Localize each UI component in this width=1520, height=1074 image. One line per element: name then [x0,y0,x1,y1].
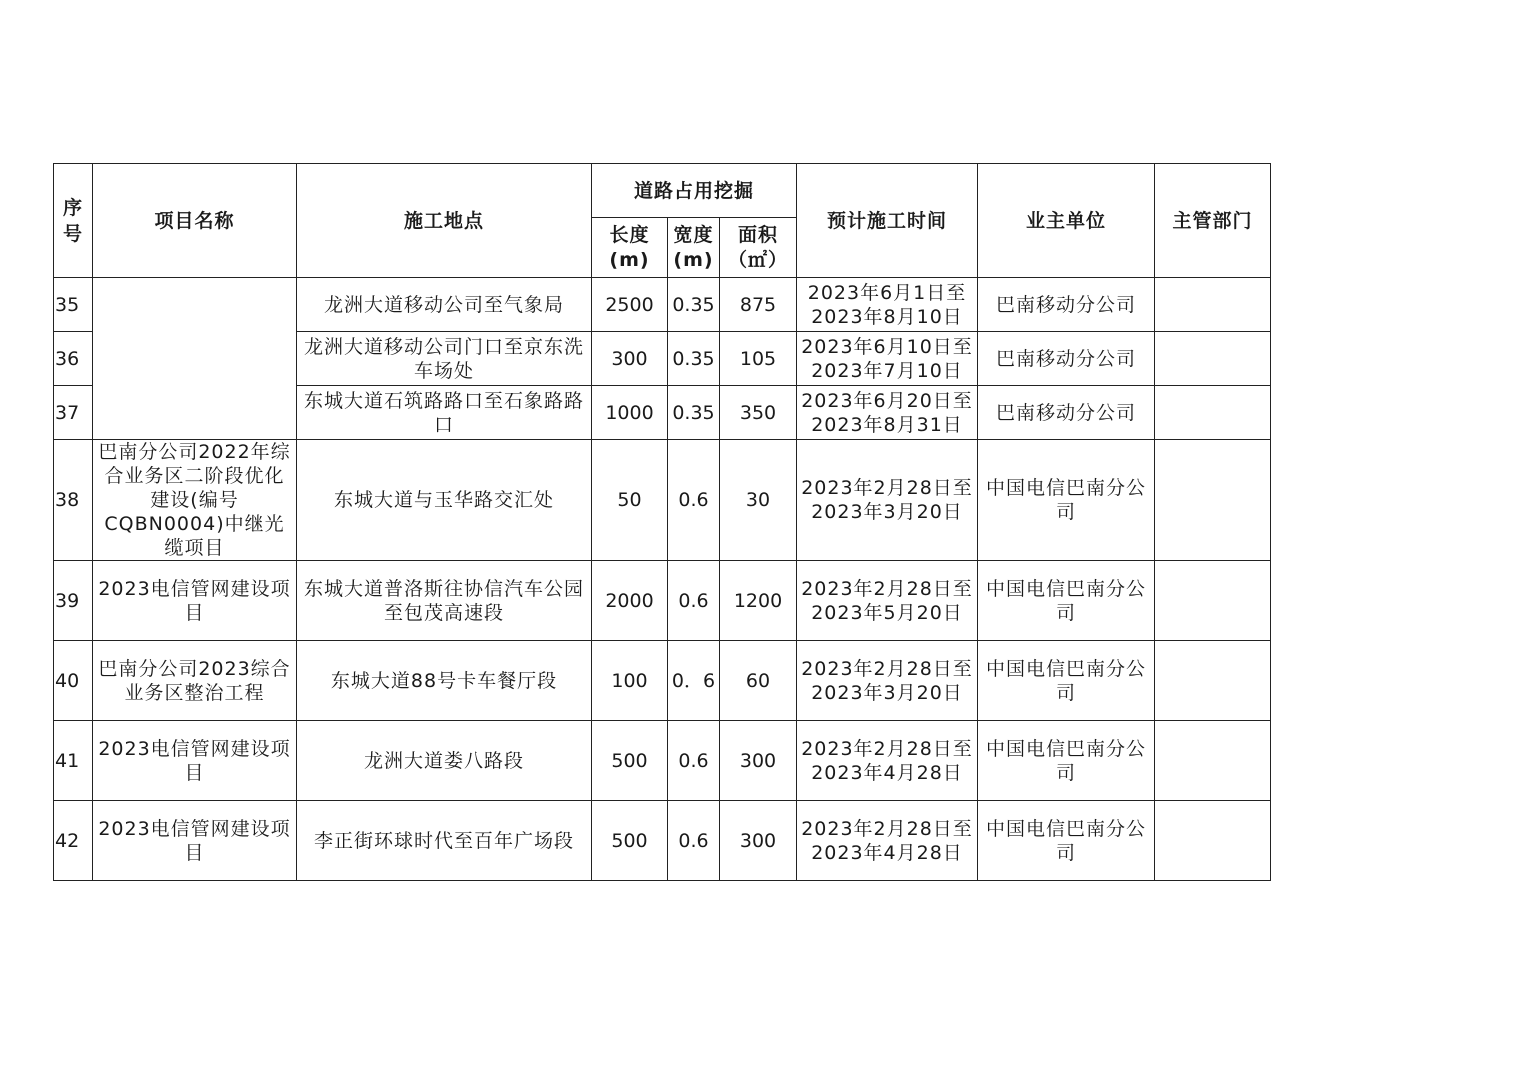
cell-width: 0.35 [668,278,720,332]
cell-width: 0．6 [668,641,720,721]
cell-project [93,278,297,440]
cell-area: 300 [720,801,797,881]
cell-dept [1155,561,1271,641]
cell-width: 0.35 [668,386,720,440]
header-dept: 主管部门 [1155,164,1271,278]
cell-time: 2023年2月28日至2023年5月20日 [797,561,978,641]
header-length: 长度(m) [592,218,668,278]
cell-length: 1000 [592,386,668,440]
cell-dept [1155,440,1271,561]
road-works-table [53,163,1271,881]
table-row [54,801,1271,881]
cell-project: 2023电信管网建设项目 [93,721,297,801]
cell-owner: 中国电信巴南分公司 [978,561,1155,641]
cell-time: 2023年2月28日至2023年4月28日 [797,721,978,801]
cell-project: 2023电信管网建设项目 [93,801,297,881]
cell-location: 龙洲大道移动公司门口至京东洗车场处 [297,332,592,386]
cell-time: 2023年2月28日至2023年3月20日 [797,440,978,561]
cell-time: 2023年2月28日至2023年4月28日 [797,801,978,881]
cell-seq: 35 [54,278,93,332]
cell-owner: 中国电信巴南分公司 [978,641,1155,721]
header-project: 项目名称 [93,164,297,278]
cell-seq: 36 [54,332,93,386]
cell-area: 300 [720,721,797,801]
cell-owner: 中国电信巴南分公司 [978,440,1155,561]
cell-area: 1200 [720,561,797,641]
cell-location: 东城大道普洛斯往协信汽车公园至包茂高速段 [297,561,592,641]
cell-dept [1155,641,1271,721]
cell-length: 2500 [592,278,668,332]
cell-dept [1155,386,1271,440]
table-row [54,278,1271,332]
table-row [54,561,1271,641]
cell-length: 2000 [592,561,668,641]
cell-location: 龙洲大道娄八路段 [297,721,592,801]
cell-owner: 巴南移动分公司 [978,332,1155,386]
cell-seq: 38 [54,440,93,561]
cell-width: 0.6 [668,801,720,881]
header-location: 施工地点 [297,164,592,278]
cell-area: 30 [720,440,797,561]
cell-area: 350 [720,386,797,440]
cell-width: 0.6 [668,721,720,801]
table-row [54,440,1271,561]
header-seq: 序号 [54,164,93,278]
cell-location: 李正街环球时代至百年广场段 [297,801,592,881]
cell-length: 500 [592,721,668,801]
cell-area: 60 [720,641,797,721]
cell-location: 东城大道88号卡车餐厅段 [297,641,592,721]
cell-project: 巴南分公司2023综合业务区整治工程 [93,641,297,721]
header-owner: 业主单位 [978,164,1155,278]
cell-seq: 42 [54,801,93,881]
table-row [54,641,1271,721]
header-area: 面积（㎡） [720,218,797,278]
cell-owner: 中国电信巴南分公司 [978,801,1155,881]
cell-seq: 40 [54,641,93,721]
cell-length: 300 [592,332,668,386]
header-row [54,164,1271,218]
cell-project: 巴南分公司2022年综合业务区二阶段优化建设(编号CQBN0004)中继光缆项目 [93,440,297,561]
cell-width: 0.35 [668,332,720,386]
cell-width: 0.6 [668,561,720,641]
cell-dept [1155,332,1271,386]
cell-time: 2023年6月20日至2023年8月31日 [797,386,978,440]
cell-time: 2023年6月10日至2023年7月10日 [797,332,978,386]
cell-location: 东城大道与玉华路交汇处 [297,440,592,561]
cell-dept [1155,721,1271,801]
cell-owner: 中国电信巴南分公司 [978,721,1155,801]
cell-owner: 巴南移动分公司 [978,386,1155,440]
cell-seq: 41 [54,721,93,801]
cell-width: 0.6 [668,440,720,561]
cell-time: 2023年6月1日至2023年8月10日 [797,278,978,332]
cell-dept [1155,278,1271,332]
cell-seq: 39 [54,561,93,641]
header-road-group: 道路占用挖掘 [592,164,797,218]
cell-location: 东城大道石筑路路口至石象路路口 [297,386,592,440]
cell-length: 100 [592,641,668,721]
cell-dept [1155,801,1271,881]
header-time: 预计施工时间 [797,164,978,278]
header-width: 宽度(m) [668,218,720,278]
cell-location: 龙洲大道移动公司至气象局 [297,278,592,332]
cell-length: 50 [592,440,668,561]
table-row [54,721,1271,801]
cell-time: 2023年2月28日至2023年3月20日 [797,641,978,721]
cell-area: 105 [720,332,797,386]
cell-length: 500 [592,801,668,881]
cell-project: 2023电信管网建设项目 [93,561,297,641]
cell-area: 875 [720,278,797,332]
cell-seq: 37 [54,386,93,440]
cell-owner: 巴南移动分公司 [978,278,1155,332]
